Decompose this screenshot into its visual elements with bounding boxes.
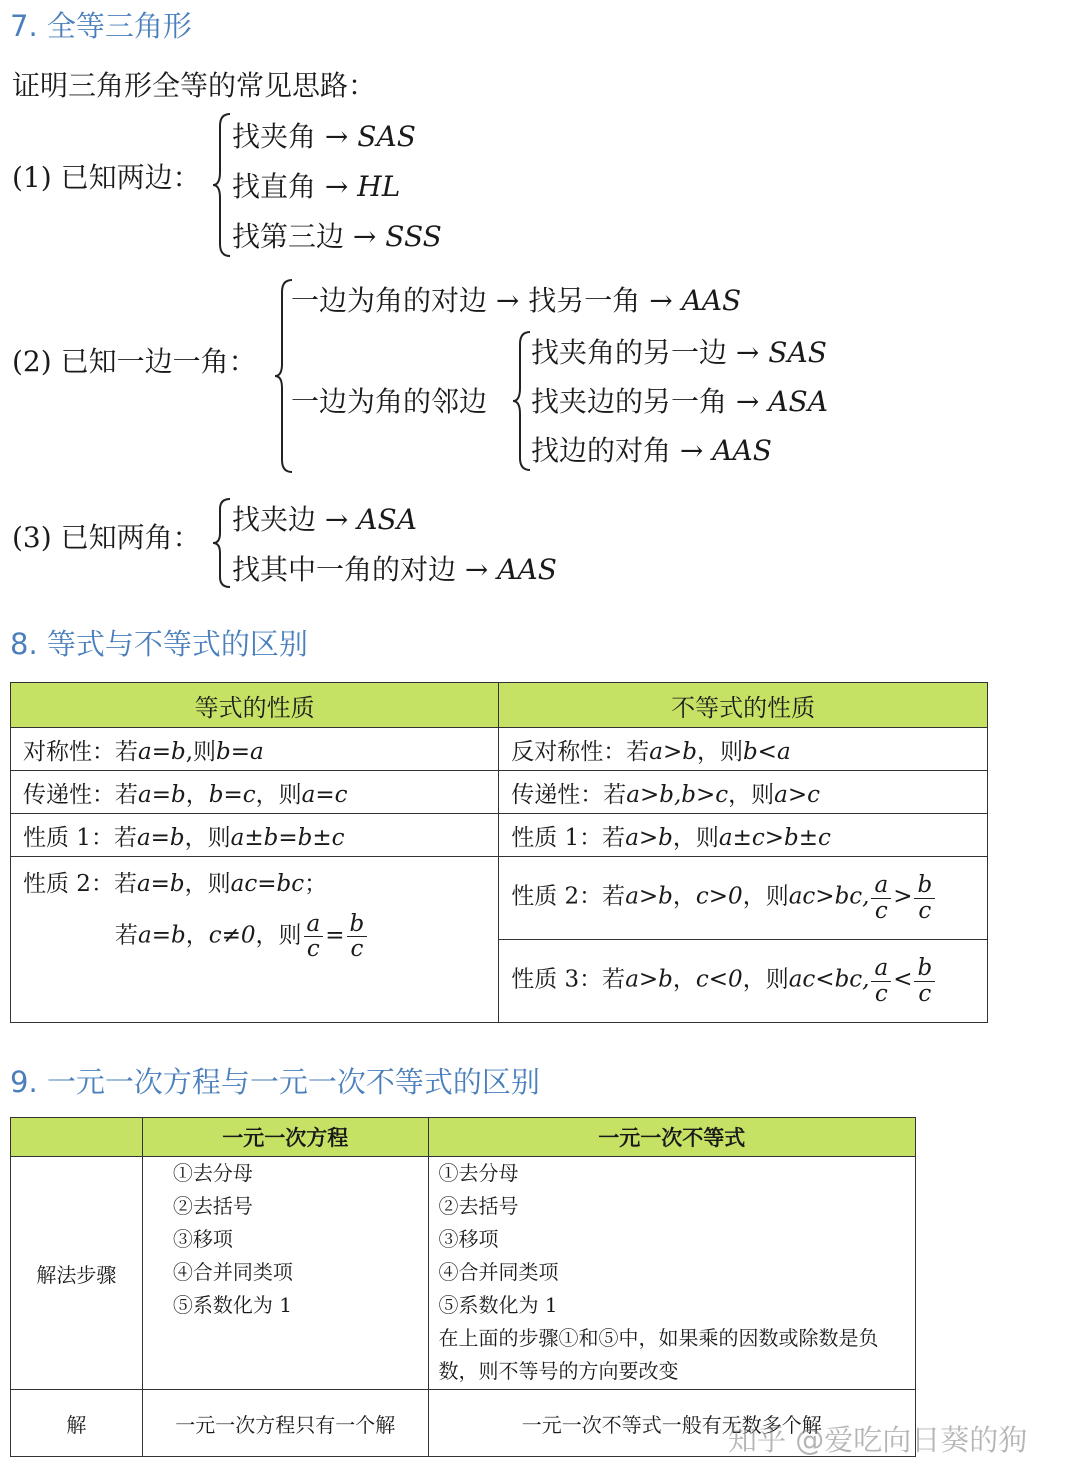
g2-branch-2: 一边为角的邻边 xyxy=(291,385,488,418)
watermark: 知乎 @爱吃向日葵的狗 xyxy=(728,1423,1028,1457)
section-8-title: 8. 等式与不等式的区别 xyxy=(10,627,308,661)
equality-table xyxy=(10,682,988,1023)
g3-item-1: 找夹边 → ASA xyxy=(232,503,417,536)
group1-brace xyxy=(210,112,234,258)
eq-transitivity: 传递性：若a=b，b=c，则a=c xyxy=(11,771,499,814)
group1-label: (1) 已知两边： xyxy=(12,161,201,194)
ineq-antisymmetry: 反对称性：若a>b，则b<a xyxy=(499,728,988,771)
section-7-intro: 证明三角形全等的常见思路： xyxy=(12,69,377,102)
g2-sub-item-2: 找夹边的另一角 → ASA xyxy=(531,385,828,418)
ineq-transitivity: 传递性：若a>b,b>c，则a>c xyxy=(499,771,988,814)
group3-brace xyxy=(210,497,234,589)
t9-ineq-steps: ①去分母 ②去括号 ③移项 ④合并同类项 ⑤系数化为 1 在上面的步骤①和⑤中，如果乘的因数或除数是负 数，则不等号的方向要改变 xyxy=(428,1157,915,1390)
t9-header-blank xyxy=(11,1118,143,1157)
t9-header-inequality: 一元一次不等式 xyxy=(428,1118,915,1157)
group3-label: (3) 已知两角： xyxy=(12,521,201,554)
equality-header: 等式的性质 xyxy=(11,683,499,728)
equation-table xyxy=(10,1117,916,1457)
g2-sub-item-1: 找夹角的另一边 → SAS xyxy=(531,336,827,369)
t9-solution-label: 解 xyxy=(11,1390,143,1457)
g1-item-2: 找直角 → HL xyxy=(232,170,401,203)
group2-label: (2) 已知一边一角： xyxy=(12,345,257,378)
t9-ineq-solution: 一元一次不等式一般有无数多个解 xyxy=(428,1390,915,1457)
ineq-property-2: 性质 2：若a>b，c>0，则ac>bc, $\frac{a}{c}$ > $\frac{b}{c}$ xyxy=(499,857,988,940)
g1-item-1: 找夹角 → SAS xyxy=(232,120,416,153)
ineq-property-1: 性质 1：若a>b，则a±c>b±c xyxy=(499,814,988,857)
t9-header-equation: 一元一次方程 xyxy=(142,1118,428,1157)
t9-eq-solution: 一元一次方程只有一个解 xyxy=(142,1390,428,1457)
inequality-header: 不等式的性质 xyxy=(499,683,988,728)
section-9-title: 9. 一元一次方程与一元一次不等式的区别 xyxy=(10,1065,540,1099)
eq-property-1: 性质 1：若a=b，则a±b=b±c xyxy=(11,814,499,857)
ineq-property-3: 性质 3：若a>b，c<0，则ac<bc, $\frac{a}{c}$ < $\frac{b}{c}$ xyxy=(499,940,988,1023)
eq-symmetry: 对称性：若a=b,则b=a xyxy=(11,728,499,771)
g2-branch-1: 一边为角的对边 → 找另一角 → AAS xyxy=(291,284,742,317)
g3-item-2: 找其中一角的对边 → AAS xyxy=(232,553,557,586)
t9-steps-label: 解法步骤 xyxy=(11,1157,143,1390)
g1-item-3: 找第三边 → SSS xyxy=(232,220,442,253)
t9-eq-steps: ①去分母 ②去括号 ③移项 ④合并同类项 ⑤系数化为 1 xyxy=(142,1157,428,1390)
g2-sub-item-3: 找边的对角 → AAS xyxy=(531,434,772,467)
eq-property-2: 性质 2：若a=b，则ac=bc； 若a=b，c≠0，则 $\frac{a}{c}$ = $\frac{b}{c}$ xyxy=(11,857,499,1023)
section-7-title: 7. 全等三角形 xyxy=(10,9,192,43)
